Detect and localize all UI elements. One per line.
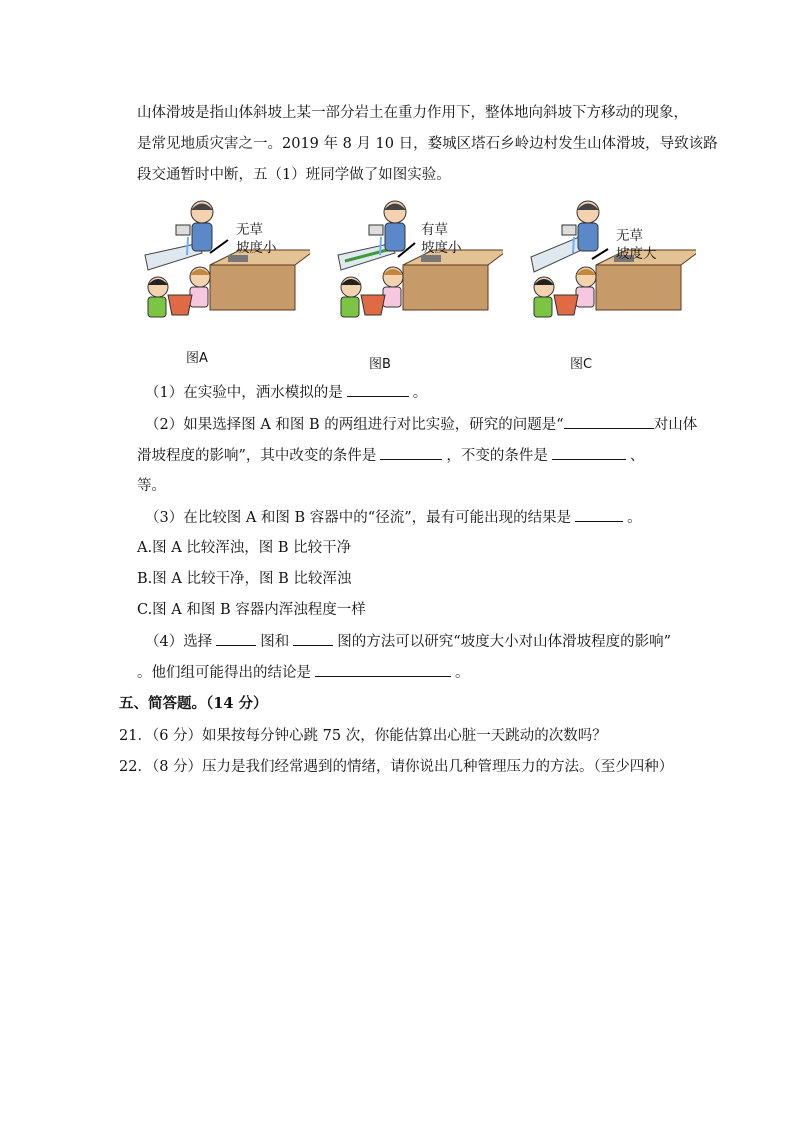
figure-a-pointer [140,195,310,345]
option-a: A.图 A 比较浑浊，图 B 比较干净 [137,540,352,556]
figure-a-caption: 图A [186,351,208,366]
answer-blank-4b[interactable] [293,631,333,646]
figure-b-label-slope: 坡度小 [421,240,462,256]
figure-c [526,195,696,370]
intro-line-1: 山体滑坡是指山体斜坡上某一部分岩土在重力作用下，整体地向斜坡下方移动的现象， [137,105,688,121]
figure-b-label-grass: 有草 [421,222,448,238]
section-5-heading: 五、简答题。（14 分） [119,695,268,712]
question-2-line-2 [137,445,644,466]
intro-line-2: 是常见地质灾害之一。2019 年 8 月 10 日，婺城区塔石乡岭边村发生山体滑坡，导致该路 [137,136,718,152]
answer-blank-4c[interactable] [315,662,451,677]
answer-blank-2a[interactable] [564,414,654,429]
figure-b-caption: 图B [369,357,391,372]
question-4-text-b: 图和 [260,634,290,650]
question-2-text-b: 对山体 [653,417,698,433]
question-3-end: 。 [627,510,642,526]
question-1 [145,382,427,403]
question-2-line-1 [145,414,697,435]
figure-a [140,195,310,370]
question-4-text-c: 图的方法可以研究“坡度大小对山体滑坡程度的影响” [337,634,672,650]
question-2-text-e: 、 [629,448,645,464]
question-2-text-d: ，不变的条件是 [446,448,548,464]
figure-b-pointer [333,195,503,345]
answer-blank-2c[interactable] [552,445,626,460]
answer-blank-1[interactable] [347,382,409,397]
figure-c-pointer [526,195,696,345]
question-1-end: 。 [412,385,428,401]
answer-blank-3[interactable] [575,507,623,522]
option-c: C.图 A 和图 B 容器内浑浊程度一样 [137,602,366,618]
question-21: 21．（6 分）如果按每分钟心跳 75 次，你能估算出心脏一天跳动的次数吗？ [119,728,607,744]
question-4-text-a: （4）选择 [145,634,213,650]
intro-line-3: 段交通暂时中断，五（1）班同学做了如图实验。 [137,167,451,183]
answer-blank-4a[interactable] [216,631,256,646]
option-b: B.图 A 比较干净，图 B 比较浑浊 [137,571,352,587]
question-2-line-3: 等。 [137,478,166,494]
question-22: 22．（8 分）压力是我们经常遇到的情绪，请你说出几种管理压力的方法。（至少四种） [119,759,674,775]
question-3 [145,507,642,528]
figure-a-label-grass: 无草 [236,222,263,238]
question-2-text-c: 滑坡程度的影响”，其中改变的条件是 [137,448,377,464]
answer-blank-2b[interactable] [380,445,442,460]
figure-b [333,195,503,370]
question-4-text-d: 。他们组可能得出的结论是 [137,665,311,681]
question-4-line-2 [137,662,470,683]
question-3-text: （3）在比较图 A 和图 B 容器中的“径流”，最有可能出现的结果是 [145,510,572,526]
figure-c-label-grass: 无草 [616,228,643,244]
figure-c-label-slope: 坡度大 [616,246,657,262]
question-4-line-1 [145,631,671,652]
question-4-text-e: 。 [455,665,470,681]
question-1-text: （1）在实验中，洒水模拟的是 [145,385,343,401]
figure-c-caption: 图C [570,357,593,372]
figure-a-label-slope: 坡度小 [236,240,277,256]
question-2-text-a: （2）如果选择图 A 和图 B 的两组进行对比实验，研究的问题是“ [145,417,564,433]
